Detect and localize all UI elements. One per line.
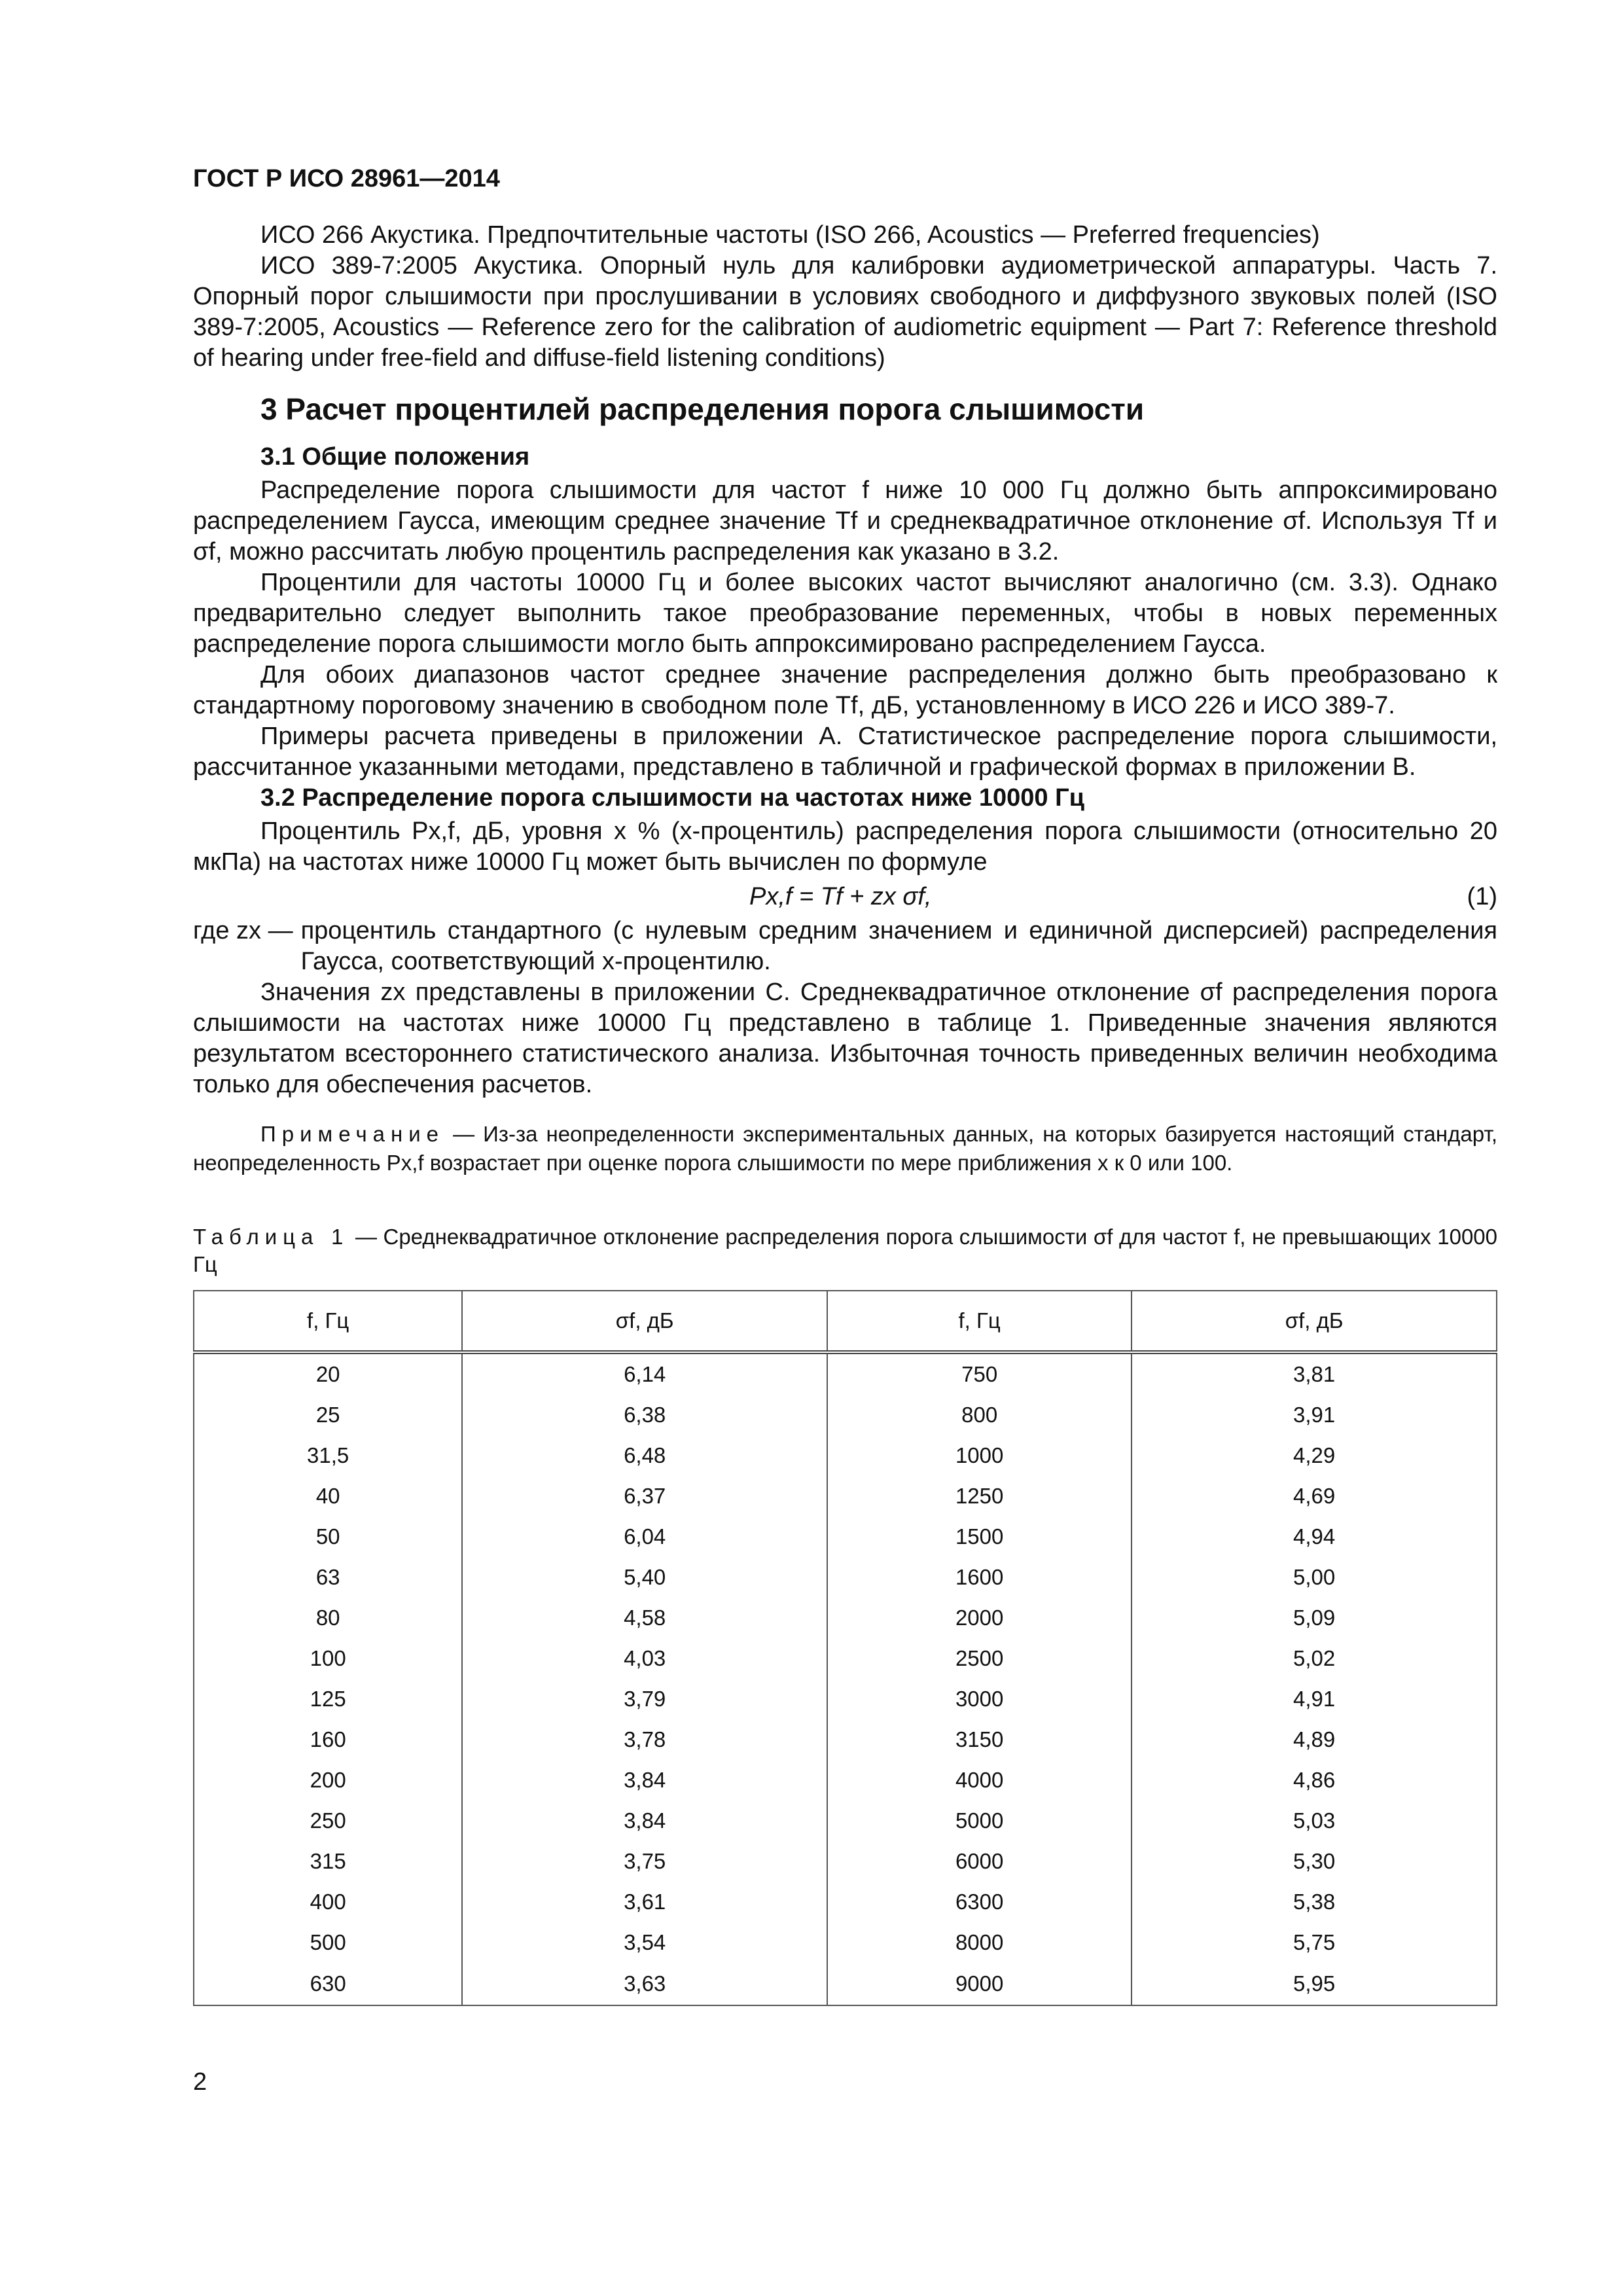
cell-sigma-2: 4,89 (1132, 1719, 1497, 1760)
cell-sigma-2: 5,95 (1132, 1963, 1497, 2005)
cell-sigma-2: 4,94 (1132, 1516, 1497, 1557)
table-row (194, 1679, 1497, 1719)
cell-sigma-1: 6,04 (462, 1516, 827, 1557)
page-number: 2 (193, 2068, 207, 2096)
table-row (194, 1841, 1497, 1882)
cell-sigma-1: 6,48 (462, 1435, 827, 1476)
cell-frequency-2: 1250 (827, 1476, 1132, 1516)
table-row (194, 1719, 1497, 1760)
cell-frequency-2: 8000 (827, 1922, 1132, 1963)
cell-sigma-2: 5,30 (1132, 1841, 1497, 1882)
cell-sigma-2: 5,03 (1132, 1801, 1497, 1841)
table-row (194, 1922, 1497, 1963)
cell-frequency-2: 4000 (827, 1760, 1132, 1801)
cell-sigma-2: 5,00 (1132, 1557, 1497, 1598)
table-row (194, 1963, 1497, 2005)
table-header-row (194, 1291, 1497, 1352)
table-row (194, 1882, 1497, 1922)
cell-frequency-2: 1500 (827, 1516, 1132, 1557)
formula-row (193, 878, 1497, 916)
cell-frequency-1: 630 (194, 1963, 462, 2005)
cell-sigma-2: 5,02 (1132, 1638, 1497, 1679)
cell-frequency-1: 500 (194, 1922, 462, 1963)
cell-frequency-1: 80 (194, 1598, 462, 1638)
header-sigma-1: σf, дБ (462, 1291, 827, 1352)
cell-frequency-1: 50 (194, 1516, 462, 1557)
table-row (194, 1760, 1497, 1801)
cell-frequency-2: 750 (827, 1352, 1132, 1395)
cell-sigma-1: 3,61 (462, 1882, 827, 1922)
cell-sigma-1: 6,37 (462, 1476, 827, 1516)
cell-sigma-1: 4,03 (462, 1638, 827, 1679)
where-lead: где zx — (193, 917, 293, 944)
cell-sigma-2: 4,29 (1132, 1435, 1497, 1476)
cell-frequency-1: 160 (194, 1719, 462, 1760)
cell-sigma-1: 5,40 (462, 1557, 827, 1598)
cell-sigma-1: 3,79 (462, 1679, 827, 1719)
cell-sigma-1: 3,84 (462, 1760, 827, 1801)
table-row (194, 1516, 1497, 1557)
cell-sigma-2: 4,69 (1132, 1476, 1497, 1516)
reference-iso-266: ИСО 266 Акустика. Предпочтительные частоты (ISO 266, Acoustics — Preferred frequencies) (260, 221, 1320, 249)
table-row (194, 1352, 1497, 1395)
cell-frequency-2: 5000 (827, 1801, 1132, 1841)
reference-iso-389-7: ИСО 389-7:2005 Акустика. Опорный нуль для калибровки аудиометрической аппаратуры. Часть 7. Опорный порог слышимости при прослушивании в условиях свободного и диффузного звуковых полей (ISO 389-7:2005, Acoustics — Reference zero for the calibration of audiometric equipment — Part 7: Reference threshold of hearing under free-field and diffuse-field listening conditions) (193, 252, 1497, 372)
cell-sigma-2: 4,91 (1132, 1679, 1497, 1719)
header-frequency-2: f, Гц (827, 1291, 1132, 1352)
cell-frequency-2: 1600 (827, 1557, 1132, 1598)
table-row (194, 1435, 1497, 1476)
where-text: процентиль стандартного (с нулевым средним значением и единичной дисперсией) распределения Гаусса, соответствующий x-процентилю. (300, 917, 1497, 975)
cell-sigma-2: 4,86 (1132, 1760, 1497, 1801)
cell-frequency-1: 315 (194, 1841, 462, 1882)
table-body (194, 1352, 1497, 2005)
paragraph-3-2-2: Значения zx представлены в приложении С. Среднеквадратичное отклонение σf распределения порога слышимости на частотах ниже 10000 Гц представлено в таблице 1. Приведенные значения являются результатом всестороннего статистического анализа. Избыточная точность приведенных величин необходима только для обеспечения расчетов. (193, 978, 1497, 1098)
table-1 (193, 1290, 1497, 2006)
cell-sigma-1: 3,78 (462, 1719, 827, 1760)
table-1-caption (193, 1223, 1497, 1278)
table-row (194, 1557, 1497, 1598)
cell-sigma-2: 5,75 (1132, 1922, 1497, 1963)
header-frequency-1: f, Гц (194, 1291, 462, 1352)
cell-sigma-1: 4,58 (462, 1598, 827, 1638)
table-row (194, 1476, 1497, 1516)
table-row (194, 1638, 1497, 1679)
cell-sigma-1: 6,38 (462, 1395, 827, 1435)
paragraph-3-1-2: Процентили для частоты 10000 Гц и более высоких частот вычисляют аналогично (см. 3.3). Однако предварительно следует выполнить такое преобразование переменных, чтобы в новых переменных распределение порога слышимости могло быть аппроксимировано распределением Гаусса. (193, 569, 1497, 658)
cell-sigma-1: 3,84 (462, 1801, 827, 1841)
cell-frequency-2: 9000 (827, 1963, 1132, 2005)
cell-frequency-1: 100 (194, 1638, 462, 1679)
subsection-3-1-title: 3.1 Общие положения (260, 443, 530, 471)
note-label: Примечание (260, 1122, 445, 1146)
cell-frequency-2: 3000 (827, 1679, 1132, 1719)
cell-sigma-2: 3,91 (1132, 1395, 1497, 1435)
cell-sigma-2: 3,81 (1132, 1352, 1497, 1395)
cell-frequency-1: 400 (194, 1882, 462, 1922)
cell-sigma-1: 3,75 (462, 1841, 827, 1882)
cell-frequency-2: 6000 (827, 1841, 1132, 1882)
cell-frequency-1: 250 (194, 1801, 462, 1841)
cell-frequency-1: 20 (194, 1352, 462, 1395)
table-row (194, 1395, 1497, 1435)
cell-frequency-2: 2000 (827, 1598, 1132, 1638)
cell-sigma-2: 5,38 (1132, 1882, 1497, 1922)
cell-sigma-1: 3,63 (462, 1963, 827, 2005)
cell-sigma-1: 6,14 (462, 1352, 827, 1395)
cell-sigma-1: 3,54 (462, 1922, 827, 1963)
cell-frequency-2: 3150 (827, 1719, 1132, 1760)
cell-frequency-1: 125 (194, 1679, 462, 1719)
where-clause (193, 916, 1497, 977)
document-header: ГОСТ Р ИСО 28961—2014 (193, 165, 500, 192)
note (193, 1120, 1497, 1177)
cell-frequency-1: 40 (194, 1476, 462, 1516)
section-3-title: 3 Расчет процентилей распределения порога слышимости (260, 392, 1145, 426)
paragraph-3-1-1: Распределение порога слышимости для частот f ниже 10 000 Гц должно быть аппроксимировано распределением Гаусса, имеющим среднее значение Tf и среднеквадратичное отклонение σf. Используя Tf и σf, можно рассчитать любую процентиль распределения как указано в 3.2. (193, 476, 1497, 565)
table-1-caption-text: — Среднеквадратичное отклонение распределения порога слышимости σf для частот f, не превышающих 10000 Гц (193, 1225, 1497, 1276)
note-text: — Из-за неопределенности экспериментальных данных, на которых базируется настоящий стандарт, неопределенность Px,f возрастает при оценке порога слышимости по мере приближения x к 0 или 100. (193, 1122, 1497, 1175)
subsection-3-2-title: 3.2 Распределение порога слышимости на частотах ниже 10000 Гц (260, 784, 1085, 812)
table-row (194, 1598, 1497, 1638)
paragraph-3-1-3: Для обоих диапазонов частот среднее значение распределения должно быть преобразовано к стандартному пороговому значению в свободном поле Tf, дБ, установленному в ИСО 226 и ИСО 389-7. (193, 661, 1497, 719)
document-page (193, 164, 1497, 2006)
formula-1: Px,f = Tf + zx σf, (749, 883, 932, 910)
cell-frequency-1: 63 (194, 1557, 462, 1598)
cell-frequency-1: 31,5 (194, 1435, 462, 1476)
equation-number: (1) (1467, 883, 1497, 910)
cell-frequency-1: 200 (194, 1760, 462, 1801)
paragraph-3-2-1: Процентиль Px,f, дБ, уровня x % (x-процентиль) распределения порога слышимости (относительно 20 мкПа) на частотах ниже 10000 Гц может быть вычислен по формуле (193, 817, 1497, 876)
table-1-caption-label: Таблица 1 (193, 1225, 349, 1249)
header-sigma-2: σf, дБ (1132, 1291, 1497, 1352)
table-row (194, 1801, 1497, 1841)
cell-frequency-1: 25 (194, 1395, 462, 1435)
cell-sigma-2: 5,09 (1132, 1598, 1497, 1638)
cell-frequency-2: 1000 (827, 1435, 1132, 1476)
cell-frequency-2: 800 (827, 1395, 1132, 1435)
cell-frequency-2: 6300 (827, 1882, 1132, 1922)
cell-frequency-2: 2500 (827, 1638, 1132, 1679)
paragraph-3-1-4: Примеры расчета приведены в приложении А. Статистическое распределение порога слышимости, рассчитанное указанными методами, представлено в табличной и графической формах в приложении В. (193, 723, 1497, 781)
